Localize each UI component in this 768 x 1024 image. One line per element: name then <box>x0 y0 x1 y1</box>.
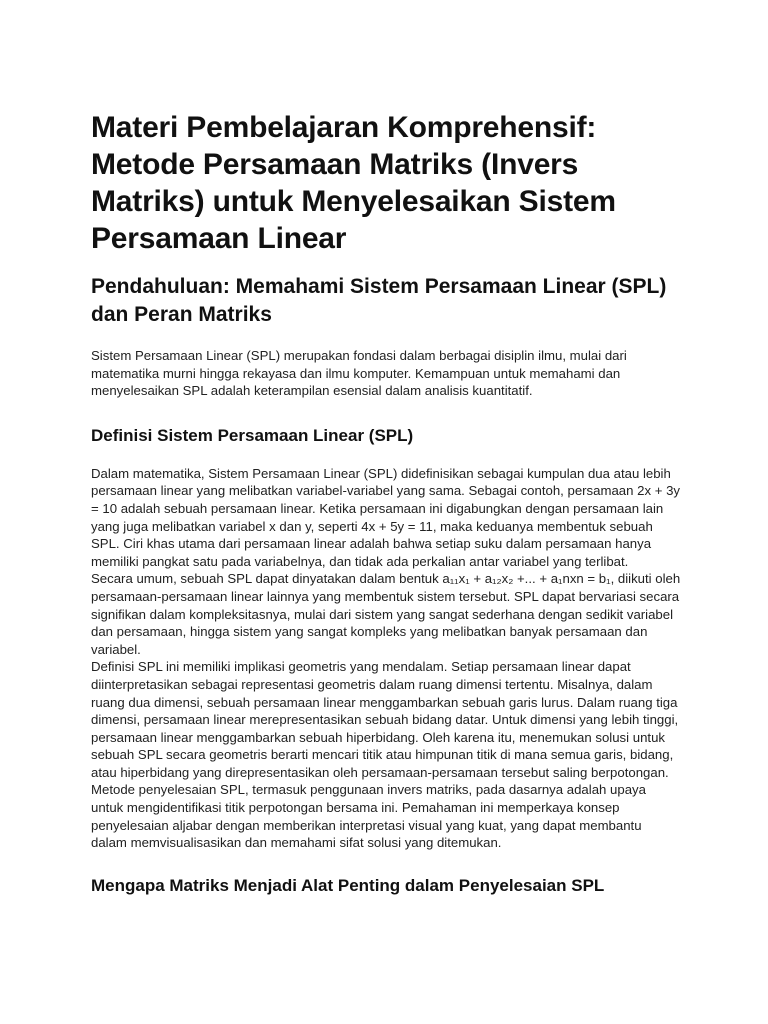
document-page <box>91 109 681 915</box>
definition-paragraph-3: Definisi SPL ini memiliki implikasi geometris yang mendalam. Setiap persamaan linear dapat diinterpretasikan sebagai representasi geometris dalam ruang dimensi tertentu. Misalnya, dalam ruang dua dimensi, sebuah persamaan linear menggambarkan sebuah garis lurus. Dalam ruang tiga dimensi, persamaan linear merepresentasikan sebuah bidang datar. Untuk dimensi yang lebih tinggi, persamaan linear menggambarkan sebuah hiperbidang. Oleh karena itu, menemukan solusi untuk sebuah SPL secara geometris berarti mencari titik atau himpunan titik di mana semua garis, bidang, atau hiperbidang yang direpresentasikan oleh persamaan-persamaan tersebut saling berpotongan. Metode penyelesaian SPL, termasuk penggunaan invers matriks, pada dasarnya adalah upaya untuk mengidentifikasi titik perpotongan bersama ini. Pemahaman ini memperkaya konsep penyelesaian aljabar dengan memberikan interpretasi visual yang kuat, yang dapat membantu dalam memvisualisasikan dan memahami sifat solusi yang ditemukan. <box>91 659 679 851</box>
section-heading-intro: Pendahuluan: Memahami Sistem Persamaan Linear (SPL) dan Peran Matriks <box>91 275 667 326</box>
section-heading-definition: Definisi Sistem Persamaan Linear (SPL) <box>91 425 414 445</box>
intro-paragraph: Sistem Persamaan Linear (SPL) merupakan fondasi dalam berbagai disiplin ilmu, mulai dari matematika murni hingga rekayasa dan ilmu komputer. Kemampuan untuk memahami dan menyelesaikan SPL adalah keterampilan esensial dalam analisis kuantitatif. <box>91 348 627 399</box>
definition-paragraph-2: Secara umum, sebuah SPL dapat dinyatakan dalam bentuk a₁₁x₁ + a₁₂x₂ +... + a₁nxn = b₁, diikuti oleh persamaan-persamaan linear lainnya yang membentuk sistem tersebut. SPL dapat bervariasi secara signifikan dalam kompleksitasnya, mulai dari sistem yang sangat sederhana dengan sedikit variabel dan persamaan, hingga sistem yang sangat kompleks yang melibatkan banyak persamaan dan variabel. <box>91 571 681 657</box>
definition-paragraph-1: Dalam matematika, Sistem Persamaan Linear (SPL) didefinisikan sebagai kumpulan dua atau lebih persamaan linear yang melibatkan variabel-variabel yang sama. Sebagai contoh, persamaan 2x + 3y = 10 adalah sebuah persamaan linear. Ketika persamaan ini digabungkan dengan persamaan lain yang juga melibatkan variabel x dan y, seperti 4x + 5y = 11, maka keduanya membentuk sebuah SPL. Ciri khas utama dari persamaan linear adalah bahwa setiap suku dalam persamaan hanya memiliki pangkat satu pada variabelnya, dan tidak ada perkalian antar variabel yang terlibat. <box>91 465 681 569</box>
section-heading-matrices: Mengapa Matriks Menjadi Alat Penting dalam Penyelesaian SPL <box>91 875 605 895</box>
document-title: Materi Pembelajaran Komprehensif: Metode Persamaan Matriks (Invers Matriks) untuk Menyelesaikan Sistem Persamaan Linear <box>91 111 616 255</box>
